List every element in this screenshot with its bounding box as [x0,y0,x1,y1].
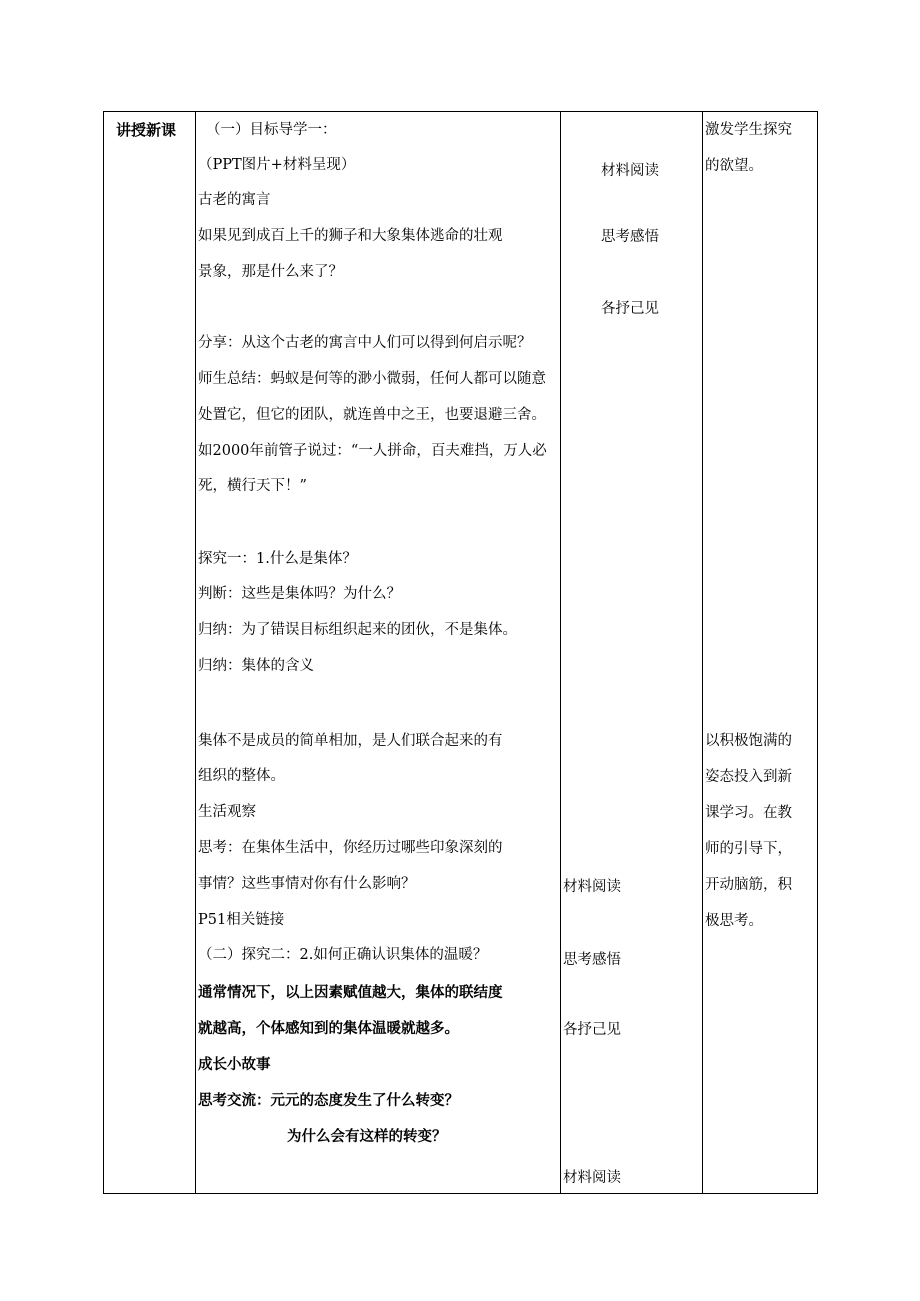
content-line: （一）目标导学一： [206,122,337,138]
activity-line: 材料阅读 [601,163,659,179]
content-line: 归纳：集体的含义 [198,658,314,674]
note-line: 以积极饱满的 [705,733,792,749]
teaching-content-cell [196,112,560,1193]
content-line: 判断：这些是集体吗？为什么？ [198,586,401,602]
content-line: 就越高，个体感知到的集体温暖就越多。 [198,1020,459,1037]
activity-line: 各抒己见 [563,1022,621,1038]
activity-line: 思考感悟 [601,229,659,245]
content-line: 古老的寓言 [198,192,271,208]
content-line: 如2000年前管子说过：“一人拼命，百夫难挡，万人必 [198,443,547,459]
note-line: 开动脑筋，积 [705,877,792,893]
content-line: 思考：在集体生活中，你经历过哪些印象深刻的 [198,840,503,856]
lesson-table [103,111,818,1194]
activity-line: 各抒己见 [601,301,659,317]
content-line: 事情？这些事情对你有什么影响？ [198,876,416,892]
activity-line: 材料阅读 [563,1170,621,1186]
content-line: 成长小故事 [198,1056,271,1073]
activity-line: 思考感悟 [563,952,621,968]
content-line: 如果见到成百上千的狮子和大象集体逃命的壮观 [198,228,503,244]
content-line: （二）探究二：2.如何正确认识集体的温暖？ [198,947,488,963]
content-line: 师生总结：蚂蚁是何等的渺小微弱，任何人都可以随意 [198,371,546,387]
note-line: 师的引导下， [705,841,792,857]
content-line: 景象，那是什么来了？ [198,264,343,280]
content-line: 死，横行天下！” [198,478,307,494]
activity-line: 材料阅读 [563,879,621,895]
content-line: 归纳：为了错误目标组织起来的团伙，不是集体。 [198,622,517,638]
note-line: 极思考。 [705,913,763,929]
content-line: 生活观察 [198,804,256,820]
note-line: 课学习。在教 [705,805,792,821]
design-intent-cell [703,112,818,1193]
content-line: 处置它，但它的团队，就连兽中之王，也要退避三舍。 [198,407,546,423]
content-line: 为什么会有这样的转变？ [287,1128,447,1145]
content-line: 思考交流：元元的态度发生了什么转变？ [198,1092,459,1109]
section-heading: 讲授新课 [116,121,177,139]
content-line: 集体不是成员的简单相加，是人们联合起来的有 [198,733,503,749]
content-line: （PPT图片+材料呈现） [198,157,356,173]
note-line: 姿态投入到新 [705,769,792,785]
note-line: 激发学生探究 [705,122,792,138]
content-line: P51相关链接 [198,912,285,928]
content-line: 组织的整体。 [198,768,285,784]
content-line: 通常情况下，以上因素赋值越大，集体的联结度 [198,984,503,1001]
content-line: 探究一：1.什么是集体？ [198,551,357,567]
note-line: 的欲望。 [705,158,763,174]
section-heading-cell [104,112,195,1193]
content-line: 分享：从这个古老的寓言中人们可以得到何启示呢？ [198,335,532,351]
student-activity-cell [561,112,702,1193]
